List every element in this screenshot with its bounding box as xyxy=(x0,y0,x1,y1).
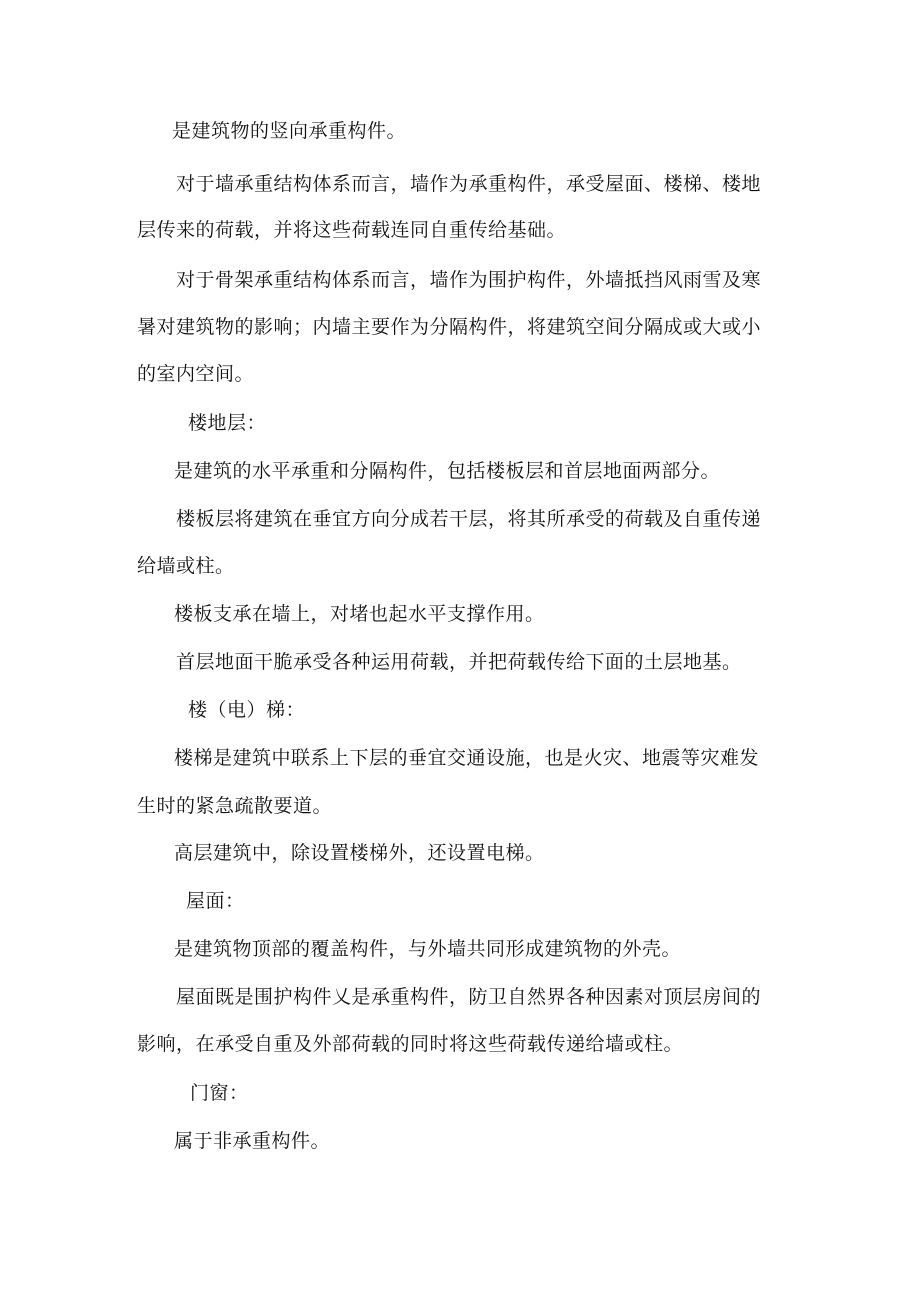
paragraph-line: 楼板层将建筑在垂宜方向分成若干层，将其所承受的荷载及自重传递 xyxy=(176,508,762,530)
paragraph-line: 对于骨架承重结构体系而言，墙作为围护构件，外墙抵挡风雨雪及寒 xyxy=(176,269,762,291)
paragraph-line: 屋面既是围护构件乂是承重构件，防卫自然界各种因素对顶层房间的 xyxy=(176,986,762,1008)
section-heading: 门窗： xyxy=(190,1082,249,1104)
section-heading: 屋面： xyxy=(186,890,245,912)
paragraph-line: 是建筑物顶部的覆盖构件，与外墙共同形成建筑物的外壳。 xyxy=(174,938,682,960)
paragraph-line: 首层地面干脆承受各种运用荷载，并把荷载传给下面的土层地基。 xyxy=(176,651,742,673)
paragraph-line: 属于非承重构件。 xyxy=(174,1130,331,1152)
paragraph-line: 是建筑物的竖向承重构件。 xyxy=(172,120,407,142)
section-heading: 楼（电）梯： xyxy=(188,699,306,721)
paragraph-line: 高层建筑中，除设置楼梯外，还设置电梯。 xyxy=(174,842,545,864)
paragraph-line: 生时的紧急疏散要道。 xyxy=(137,795,333,817)
paragraph-line: 的室内空间。 xyxy=(137,363,255,385)
paragraph-line: 暑对建筑物的影响；内墙主要作为分隔构件，将建筑空间分隔成或大或小 xyxy=(137,316,762,338)
paragraph-line: 楼梯是建筑中联系上下层的垂宜交通设施，也是火灾、地震等灾难发 xyxy=(174,747,760,769)
paragraph-line: 层传来的荷载，并将这些荷载连同自重传给基础。 xyxy=(137,219,567,241)
paragraph-line: 楼板支承在墙上，对堵也起水平支撑作用。 xyxy=(174,603,545,625)
paragraph-line: 影响，在承受自重及外部荷载的同时将这些荷载传递给墙或柱。 xyxy=(137,1033,684,1055)
section-heading: 楼地层： xyxy=(188,412,267,434)
paragraph-line: 对于墙承重结构体系而言，墙作为承重构件，承受屋面、楼梯、楼地 xyxy=(176,173,762,195)
paragraph-line: 是建筑的水平承重和分隔构件，包括楼板层和首层地面两部分。 xyxy=(174,460,721,482)
paragraph-line: 给墙或柱。 xyxy=(137,555,235,577)
